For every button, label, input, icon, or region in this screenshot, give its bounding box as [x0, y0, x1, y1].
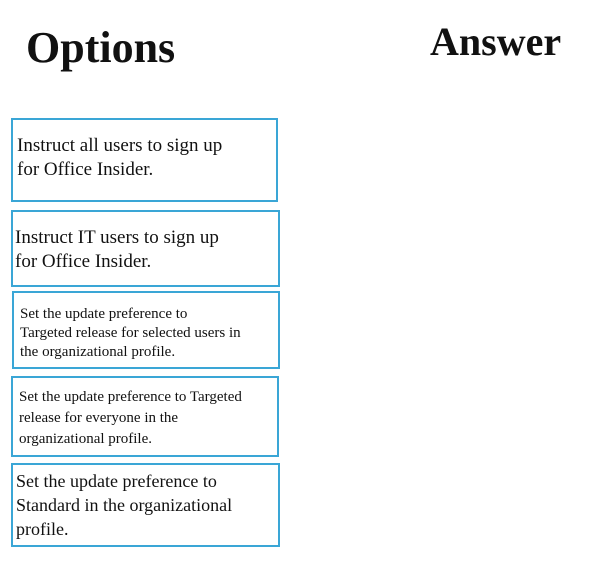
option-label: Set the update preference to Targeted release for everyone in the organizational profile. — [19, 389, 242, 447]
option-standard-release[interactable] — [11, 463, 280, 547]
option-label: Instruct IT users to sign up for Office Insider. — [15, 227, 219, 272]
answer-heading: Answer — [430, 19, 562, 64]
option-label: Set the update preference to Standard in the organizational profile. — [16, 471, 233, 539]
option-targeted-everyone[interactable] — [11, 376, 279, 457]
answer-drop-area[interactable] — [330, 110, 600, 550]
option-targeted-selected-users[interactable] — [12, 291, 280, 369]
option-label: Set the update preference to Targeted release for selected users in the organizational profile. — [20, 306, 241, 360]
option-label: Instruct all users to sign up for Office Insider. — [17, 135, 223, 180]
option-it-users-office-insider[interactable] — [11, 210, 280, 287]
option-all-users-office-insider[interactable] — [11, 118, 278, 202]
options-heading: Options — [26, 23, 176, 72]
